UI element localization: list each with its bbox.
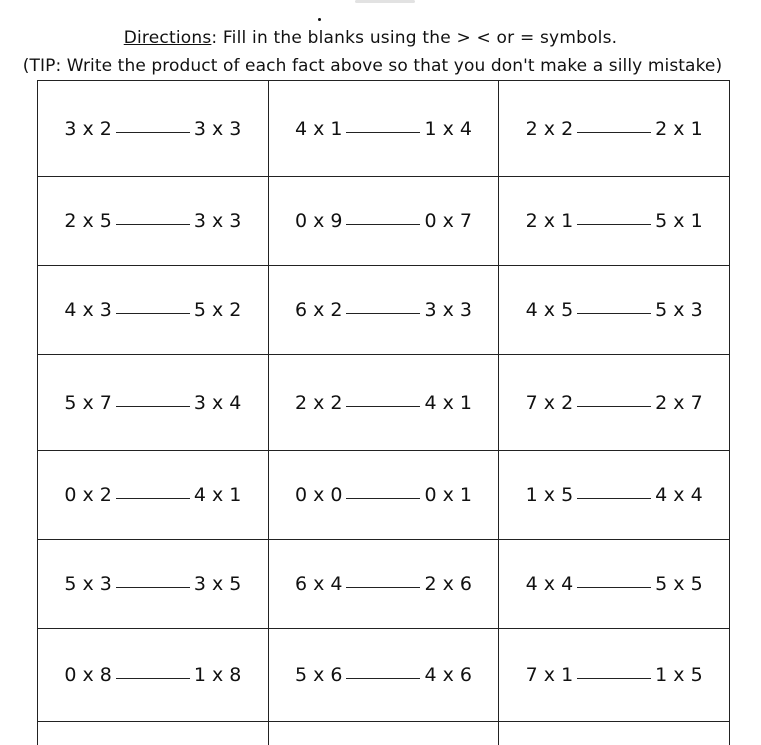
comparison-cell — [499, 540, 730, 629]
left-fact: 3 x 2 — [64, 117, 112, 140]
comparison-cell — [499, 629, 730, 722]
comparison-cell — [38, 451, 269, 540]
comparison-cell-cutoff — [499, 722, 730, 745]
right-fact: 4 x 1 — [193, 484, 242, 506]
left-fact: 2 x 5 — [64, 210, 112, 232]
answer-blank[interactable] — [346, 223, 420, 225]
left-fact: 0 x 9 — [294, 210, 343, 232]
right-fact: 3 x 3 — [424, 299, 472, 321]
directions-text: : Fill in the blanks using the > < or = symbols. — [211, 28, 618, 48]
comparison-cell — [499, 266, 730, 355]
answer-blank[interactable] — [116, 312, 190, 314]
answer-blank[interactable] — [346, 131, 420, 133]
left-fact: 2 x 2 — [294, 391, 343, 414]
left-fact: 7 x 2 — [525, 391, 574, 414]
left-fact: 1 x 5 — [525, 484, 574, 506]
right-fact: 1 x 5 — [655, 664, 703, 686]
right-fact: 2 x 1 — [655, 117, 703, 140]
left-fact: 2 x 1 — [525, 210, 574, 232]
grid-body — [38, 81, 730, 745]
answer-blank[interactable] — [116, 586, 190, 588]
right-fact: 4 x 4 — [655, 484, 703, 506]
directions-label: Directions — [123, 28, 212, 48]
answer-blank[interactable] — [116, 497, 190, 499]
comparison-grid — [37, 80, 730, 745]
left-fact: 5 x 3 — [64, 573, 112, 595]
right-fact: 1 x 8 — [193, 664, 242, 686]
left-fact: 7 x 1 — [525, 664, 574, 686]
left-fact: 4 x 4 — [525, 573, 574, 595]
comparison-cell — [268, 81, 499, 177]
comparison-cell — [268, 355, 499, 451]
left-fact: 0 x 8 — [64, 664, 112, 686]
answer-blank[interactable] — [577, 223, 651, 225]
right-fact: 3 x 3 — [193, 117, 242, 140]
comparison-cell-cutoff — [268, 722, 499, 745]
answer-blank[interactable] — [116, 131, 190, 133]
comparison-cell — [38, 629, 269, 722]
answer-blank[interactable] — [577, 312, 651, 314]
comparison-cell — [499, 355, 730, 451]
left-fact: 2 x 2 — [525, 117, 574, 140]
right-fact: 2 x 6 — [424, 573, 472, 595]
answer-blank[interactable] — [577, 405, 651, 407]
comparison-cell — [268, 451, 499, 540]
right-fact: 5 x 3 — [655, 299, 703, 321]
left-fact: 0 x 0 — [294, 484, 343, 506]
right-fact: 3 x 3 — [193, 210, 242, 232]
answer-blank[interactable] — [346, 586, 420, 588]
comparison-cell — [268, 629, 499, 722]
stray-dot — [318, 18, 321, 21]
comparison-cell — [38, 266, 269, 355]
left-fact: 5 x 6 — [294, 664, 343, 686]
right-fact: 0 x 1 — [424, 484, 472, 506]
comparison-cell — [268, 177, 499, 266]
grid-row-cutoff — [38, 722, 730, 745]
left-fact: 6 x 2 — [294, 299, 343, 321]
grid-row — [38, 629, 730, 722]
grid-row — [38, 355, 730, 451]
left-fact: 4 x 1 — [294, 117, 343, 140]
right-fact: 0 x 7 — [424, 210, 472, 232]
directions-line — [0, 28, 741, 48]
tip-line: (TIP: Write the product of each fact above so that you don't make a silly mistake) — [22, 56, 723, 76]
left-fact: 4 x 5 — [525, 299, 574, 321]
right-fact: 3 x 5 — [193, 573, 242, 595]
right-fact: 4 x 1 — [424, 391, 472, 414]
comparison-cell — [268, 540, 499, 629]
right-fact: 5 x 5 — [655, 573, 703, 595]
comparison-cell — [38, 540, 269, 629]
answer-blank[interactable] — [346, 312, 420, 314]
left-fact: 4 x 3 — [64, 299, 112, 321]
answer-blank[interactable] — [116, 223, 190, 225]
grid-row — [38, 266, 730, 355]
grid-row — [38, 540, 730, 629]
left-fact: 5 x 7 — [64, 391, 112, 414]
right-fact: 5 x 2 — [193, 299, 242, 321]
comparison-cell — [38, 81, 269, 177]
right-fact: 5 x 1 — [655, 210, 703, 232]
comparison-cell-cutoff — [38, 722, 269, 745]
comparison-cell — [38, 355, 269, 451]
right-fact: 1 x 4 — [424, 117, 472, 140]
comparison-cell — [268, 266, 499, 355]
answer-blank[interactable] — [116, 677, 190, 679]
cropped-heading-fragment — [355, 0, 415, 3]
grid-row — [38, 81, 730, 177]
right-fact: 4 x 6 — [424, 664, 472, 686]
answer-blank[interactable] — [346, 405, 420, 407]
left-fact: 6 x 4 — [294, 573, 343, 595]
answer-blank[interactable] — [346, 497, 420, 499]
comparison-cell — [499, 177, 730, 266]
right-fact: 2 x 7 — [655, 391, 703, 414]
answer-blank[interactable] — [346, 677, 420, 679]
answer-blank[interactable] — [116, 405, 190, 407]
right-fact: 3 x 4 — [193, 391, 242, 414]
comparison-cell — [499, 81, 730, 177]
comparison-cell — [38, 177, 269, 266]
grid-row — [38, 451, 730, 540]
comparison-cell — [499, 451, 730, 540]
top-edge — [0, 0, 761, 8]
answer-blank[interactable] — [577, 586, 651, 588]
answer-blank[interactable] — [577, 131, 651, 133]
answer-blank[interactable] — [577, 677, 651, 679]
grid-row — [38, 177, 730, 266]
answer-blank[interactable] — [577, 497, 651, 499]
left-fact: 0 x 2 — [64, 484, 112, 506]
